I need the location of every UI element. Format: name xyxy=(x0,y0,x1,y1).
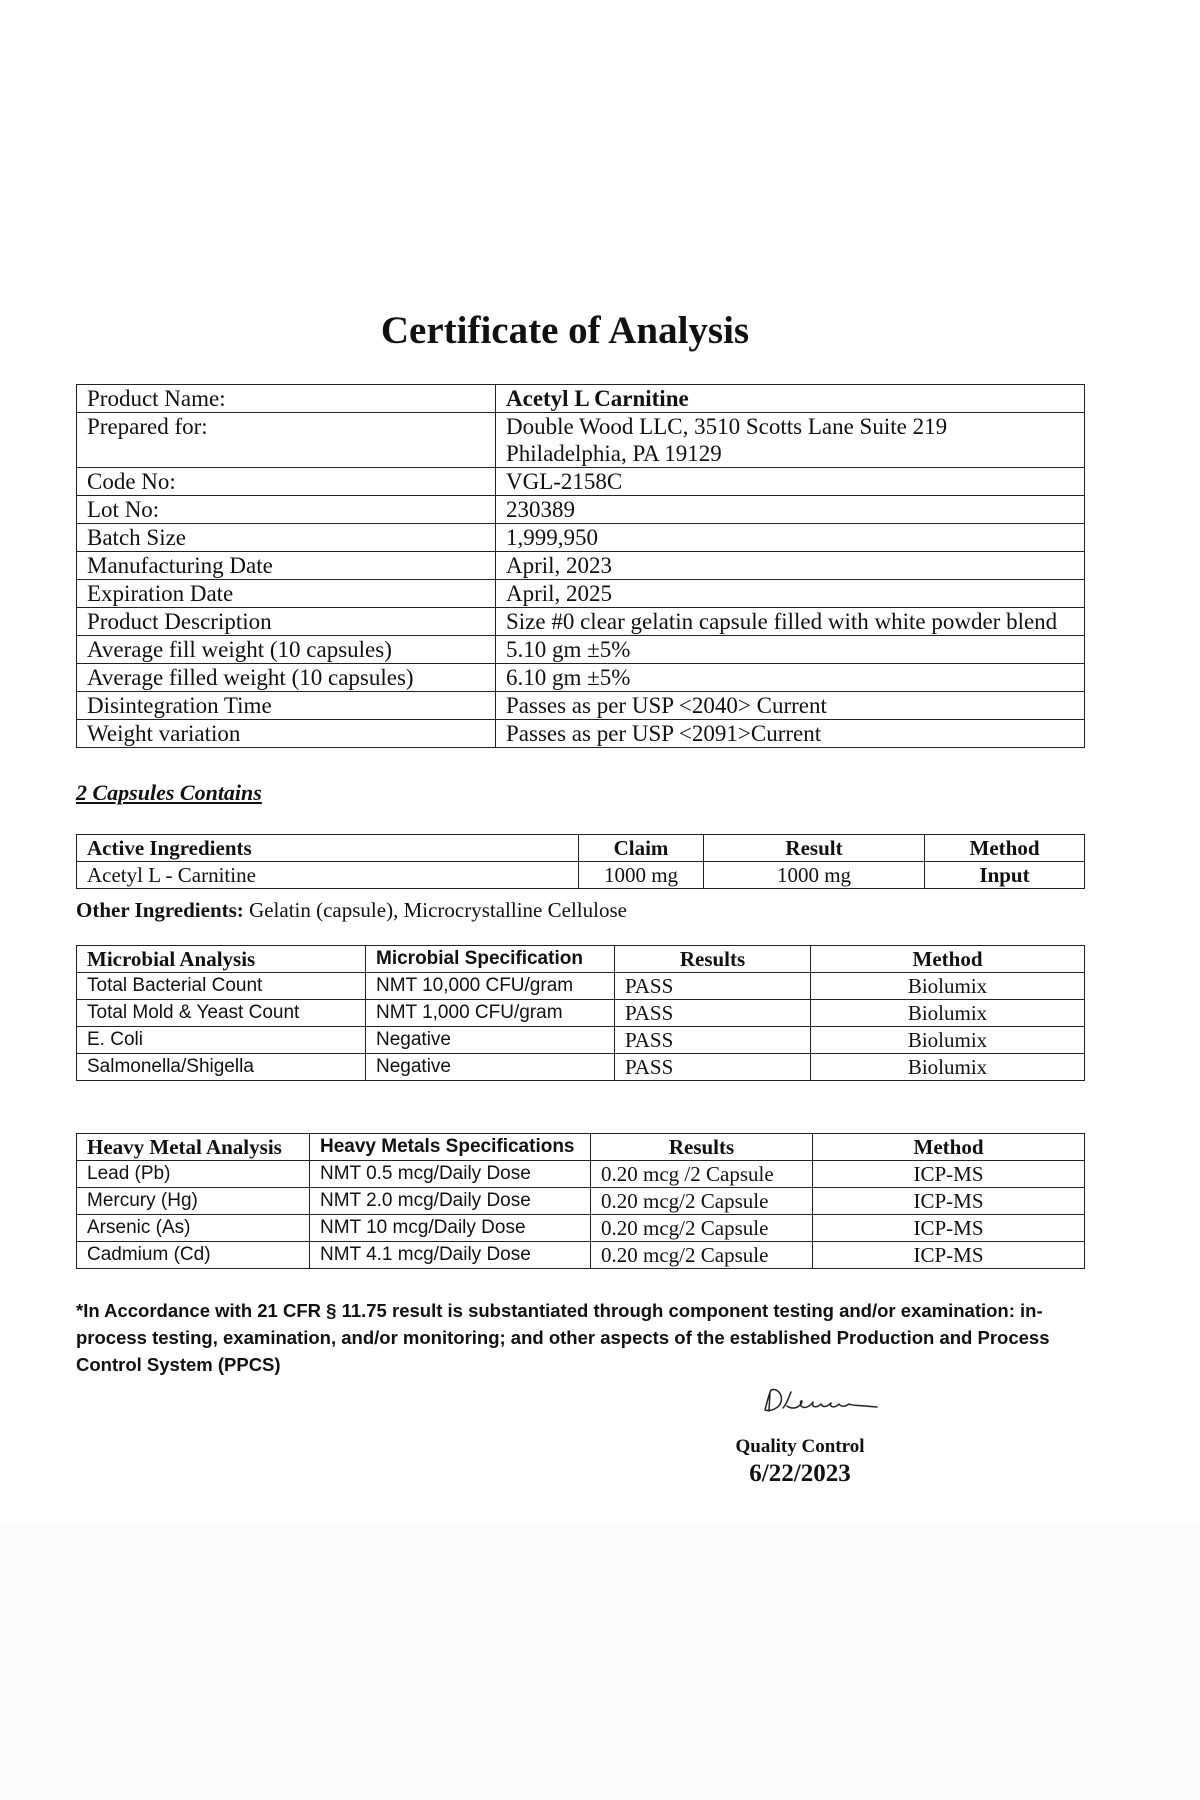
table-row xyxy=(77,552,1085,580)
column-header: Microbial Specification xyxy=(366,946,615,973)
table-cell: PASS xyxy=(615,1054,811,1081)
disintegration-time-value: Passes as per USP <2040> Current xyxy=(496,692,1085,720)
lot-no-value: 230389 xyxy=(496,496,1085,524)
product-name-value: Acetyl L Carnitine xyxy=(496,385,1085,413)
compliance-note: *In Accordance with 21 CFR § 11.75 result is substantiated through component testing and/or examination: in-process testing, examination, and/or monitoring; and other aspects of the established Production and Process Control System (PPCS) xyxy=(76,1300,1050,1375)
table-cell: Negative xyxy=(366,1054,615,1081)
table-header-row xyxy=(77,946,1085,973)
table-row xyxy=(77,1215,1085,1242)
table-cell: PASS xyxy=(615,1027,811,1054)
prepared-for-address-line1: Double Wood LLC, 3510 Scotts Lane Suite 219 xyxy=(506,414,948,439)
table-cell: Arsenic (As) xyxy=(77,1215,310,1242)
table-cell: Input xyxy=(925,862,1085,889)
table-cell: E. Coli xyxy=(77,1027,366,1054)
page-background-bottom xyxy=(0,1522,1200,1800)
column-header: Results xyxy=(615,946,811,973)
product-description-label: Product Description xyxy=(77,608,496,636)
expiration-date-label: Expiration Date xyxy=(77,580,496,608)
table-header-row xyxy=(77,1134,1085,1161)
table-cell: Biolumix xyxy=(811,1000,1085,1027)
table-cell: Biolumix xyxy=(811,973,1085,1000)
table-cell: 0.20 mcg/2 Capsule xyxy=(591,1242,813,1269)
table-cell: NMT 10,000 CFU/gram xyxy=(366,973,615,1000)
table-cell: PASS xyxy=(615,973,811,1000)
table-cell: 0.20 mcg/2 Capsule xyxy=(591,1188,813,1215)
table-cell: PASS xyxy=(615,1000,811,1027)
code-no-label: Code No: xyxy=(77,468,496,496)
other-ingredients-value: Gelatin (capsule), Microcrystalline Cellulose xyxy=(243,898,627,922)
column-header: Method xyxy=(813,1134,1085,1161)
table-row xyxy=(77,664,1085,692)
table-cell: 0.20 mcg /2 Capsule xyxy=(591,1161,813,1188)
column-header: Active Ingredients xyxy=(77,835,579,862)
table-row xyxy=(77,1000,1085,1027)
table-cell: NMT 2.0 mcg/Daily Dose xyxy=(310,1188,591,1215)
column-header: Heavy Metals Specifications xyxy=(310,1134,591,1161)
average-fill-weight-label: Average fill weight (10 capsules) xyxy=(77,636,496,664)
column-header: Claim xyxy=(579,835,704,862)
table-cell: Negative xyxy=(366,1027,615,1054)
product-name-label: Product Name: xyxy=(77,385,496,413)
manufacturing-date-value: April, 2023 xyxy=(496,552,1085,580)
table-cell: 1000 mg xyxy=(704,862,925,889)
table-cell: Total Mold & Yeast Count xyxy=(77,1000,366,1027)
code-no-value: VGL-2158C xyxy=(496,468,1085,496)
table-row xyxy=(77,1161,1085,1188)
table-header-row xyxy=(77,835,1085,862)
table-row xyxy=(77,580,1085,608)
column-header: Method xyxy=(811,946,1085,973)
document-title: Certificate of Analysis xyxy=(380,309,750,352)
table-row xyxy=(77,1242,1085,1269)
lot-no-label: Lot No: xyxy=(77,496,496,524)
signature-date: 6/22/2023 xyxy=(749,1460,851,1487)
table-row xyxy=(77,1188,1085,1215)
column-header: Heavy Metal Analysis xyxy=(77,1134,310,1161)
table-cell: NMT 4.1 mcg/Daily Dose xyxy=(310,1242,591,1269)
batch-size-label: Batch Size xyxy=(77,524,496,552)
expiration-date-value: April, 2025 xyxy=(496,580,1085,608)
table-row xyxy=(77,692,1085,720)
table-row xyxy=(77,385,1085,413)
table-row xyxy=(77,636,1085,664)
batch-size-value: 1,999,950 xyxy=(496,524,1085,552)
weight-variation-value: Passes as per USP <2091>Current xyxy=(496,720,1085,748)
handwritten-signature xyxy=(761,1384,881,1418)
other-ingredients xyxy=(76,898,627,923)
table-cell: Salmonella/Shigella xyxy=(77,1054,366,1081)
table-row xyxy=(77,1054,1085,1081)
table-cell: NMT 0.5 mcg/Daily Dose xyxy=(310,1161,591,1188)
table-cell: ICP-MS xyxy=(813,1215,1085,1242)
table-row xyxy=(77,496,1085,524)
table-cell: Cadmium (Cd) xyxy=(77,1242,310,1269)
table-row xyxy=(77,862,1085,889)
prepared-for-value xyxy=(496,413,1085,468)
table-row xyxy=(77,973,1085,1000)
manufacturing-date-label: Manufacturing Date xyxy=(77,552,496,580)
section-heading: 2 Capsules Contains xyxy=(76,780,262,805)
column-header: Method xyxy=(925,835,1085,862)
quality-control-label: Quality Control xyxy=(735,1436,865,1457)
average-fill-weight-value: 5.10 gm ±5% xyxy=(496,636,1085,664)
product-description-value: Size #0 clear gelatin capsule filled with white powder blend xyxy=(496,608,1085,636)
table-row xyxy=(77,1027,1085,1054)
table-cell: ICP-MS xyxy=(813,1188,1085,1215)
table-row xyxy=(77,468,1085,496)
table-row xyxy=(77,720,1085,748)
table-cell: Lead (Pb) xyxy=(77,1161,310,1188)
column-header: Result xyxy=(704,835,925,862)
average-filled-weight-value: 6.10 gm ±5% xyxy=(496,664,1085,692)
product-info-table xyxy=(76,384,1085,748)
table-cell: Biolumix xyxy=(811,1027,1085,1054)
prepared-for-label: Prepared for: xyxy=(77,413,496,468)
table-cell: Acetyl L - Carnitine xyxy=(77,862,579,889)
average-filled-weight-label: Average filled weight (10 capsules) xyxy=(77,664,496,692)
active-ingredients-table xyxy=(76,834,1085,889)
table-cell: Biolumix xyxy=(811,1054,1085,1081)
disintegration-time-label: Disintegration Time xyxy=(77,692,496,720)
table-cell: Mercury (Hg) xyxy=(77,1188,310,1215)
weight-variation-label: Weight variation xyxy=(77,720,496,748)
microbial-analysis-table xyxy=(76,945,1085,1081)
column-header: Microbial Analysis xyxy=(77,946,366,973)
table-row xyxy=(77,524,1085,552)
table-cell: 0.20 mcg/2 Capsule xyxy=(591,1215,813,1242)
column-header: Results xyxy=(591,1134,813,1161)
table-cell: 1000 mg xyxy=(579,862,704,889)
heavy-metal-analysis-table xyxy=(76,1133,1085,1269)
table-cell: Total Bacterial Count xyxy=(77,973,366,1000)
table-cell: NMT 10 mcg/Daily Dose xyxy=(310,1215,591,1242)
table-cell: ICP-MS xyxy=(813,1161,1085,1188)
table-row xyxy=(77,413,1085,468)
table-row xyxy=(77,608,1085,636)
table-cell: NMT 1,000 CFU/gram xyxy=(366,1000,615,1027)
prepared-for-address-line2: Philadelphia, PA 19129 xyxy=(506,441,722,466)
other-ingredients-label: Other Ingredients: xyxy=(76,898,244,922)
table-cell: ICP-MS xyxy=(813,1242,1085,1269)
